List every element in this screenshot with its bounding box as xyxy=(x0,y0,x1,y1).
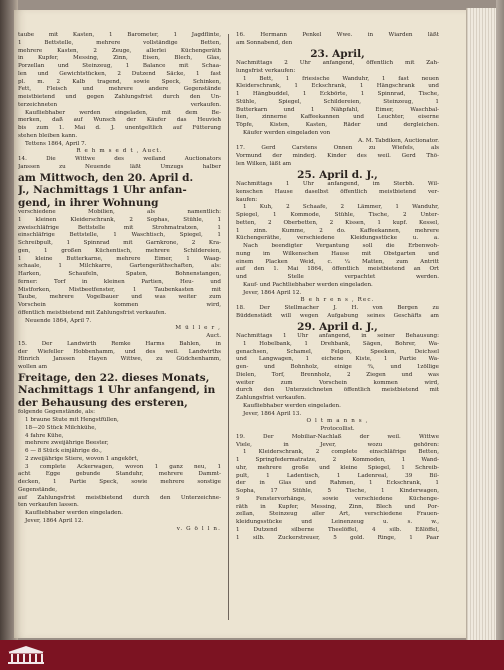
right-column-line: betten, 2 Oberbetten, 2 Kissen, 1 kupf. Kessel, xyxy=(236,219,439,226)
right-column-line: Nachmittags 1 Uhr anfangend, in seiner Behausung: xyxy=(236,333,439,339)
left-column-line: Fett, Fleisch und mehrere andere Gegenstände xyxy=(18,86,221,93)
right-column-line: 19. Der Mobiliar-Nachlaß der weil. Wittwe xyxy=(236,433,439,440)
right-column-line: nung im Wilkenschen Hause mit Obstgarten und xyxy=(236,250,439,257)
right-column-line: genachsen, Schamel, Felgen, Speeken, Deichsel xyxy=(236,348,439,355)
left-column-line: der Wiefeller Hobbenhamm, und des weil. Landwirths xyxy=(18,348,221,355)
right-column-line: gen- und Bohnholz, einige ¾, und 1zöllige xyxy=(236,364,439,370)
left-column-line: Kaufliebhaber werden eingeladen, mit dem Be- xyxy=(25,109,221,116)
right-column-line: Nach beendigter Vergantung soll die Erbenwoh- xyxy=(243,243,439,249)
right-column-line: Nachmittags 1 Uhr anfangend, im Sterbh. Wil- xyxy=(236,181,439,187)
right-column-line: 1 zinn. Kumme, 2 do. Kaffeekannen, mehrere xyxy=(236,227,439,234)
right-column-line: 17. Gerd Carstens Onnen zu Wiefels, als xyxy=(236,145,439,152)
right-column-line: 18. Der Stellmacher J. H. von Bergen zu xyxy=(236,305,439,311)
left-column-line: ten verkaufen lassen. xyxy=(18,502,79,509)
right-column-line: Küchengeräthe, verschiedene Kleidungsstücke u. a. xyxy=(236,235,439,242)
left-column-line: verschiedene Mobilien, als namentlich: xyxy=(18,209,221,215)
left-column-line: Jever, 1864 April 12. xyxy=(25,517,84,524)
left-column-line: v. G ö l l n. xyxy=(176,525,221,532)
left-column-line: 14. Die Wittwe des weiland Auctionators xyxy=(18,156,221,162)
left-column-line: Janssen zu Neuende läßt Umzugs halber xyxy=(18,163,221,170)
left-column-line: Schreibpult, 1 Spinnrad mit Garnkrone, 2 Kra- xyxy=(18,240,221,246)
right-column-line: B e h r e n s , Rec. xyxy=(300,297,375,304)
left-column-line: gen, 1 großen Küchentisch, mehrere Schildereien, xyxy=(18,247,221,254)
left-column-line: mehrere Kasten, 2 Zeuge, allerlei Küchengeräth xyxy=(18,47,221,54)
right-column-line: einem Placken Weid, c. ¼ Matten, zum Antritt xyxy=(236,258,439,265)
right-column-line: 1 Bett, 1 friesische Wanduhr, 1 fast neuen xyxy=(243,75,439,82)
left-column-line: Kaufliebhaber werden eingeladen. xyxy=(25,510,123,516)
right-column-line: Spiegel, 1 Kommode, Stühle, Tische, 2 Unter- xyxy=(236,212,439,218)
left-column-line: stehen bleiben kann. xyxy=(18,132,78,139)
left-column-line: Neuende 1864, April 7. xyxy=(25,317,92,324)
right-column-line: Butterkarn und 1 Nähpfahl, Eimer, Waschbal- xyxy=(236,106,439,113)
library-building-logo-icon xyxy=(6,645,46,665)
left-column-line: der Behausung des ersteren, xyxy=(18,396,188,409)
left-column xyxy=(18,32,221,624)
left-column-line: 3 complete Ackerwagen, wovon 1 ganz neu, 1 xyxy=(25,463,221,470)
left-column-line: 15. Der Landwirth Remke Harms Bahlen, in xyxy=(18,340,221,347)
right-column-line: Nachmittags 2 Uhr anfangend, öffentlich mit Zah- xyxy=(236,60,439,66)
left-column-line: Freitage, den 22. dieses Monats, xyxy=(18,371,210,384)
left-column-line: taube mit Kasten, 1 Barometer, 1 Jagdflinte, xyxy=(18,32,221,38)
left-column-line: einschläfrige Bettstelle, 1 Waschtisch, Spiegel, 1 xyxy=(18,232,221,239)
right-column-line: der in Glas und Rahmen, 1 Eckschrank, 1 xyxy=(236,480,439,487)
left-column-line: Gegenstände, xyxy=(18,486,57,493)
right-column-line: 1 Hängbuddel, 1 Eckbörte, 1 Spinnrad, Tische, xyxy=(236,91,439,97)
right-column-line: Büddenstädt will wegen Aufgabung seines Geschäfts am xyxy=(236,312,439,319)
right-column-line: 1 Kuh, 2 Schaafe, 2 Lämmer, 1 Wanduhr, xyxy=(243,204,439,211)
library-footer-strip xyxy=(0,640,504,670)
left-column-line: auf Zahlungsfrist meistbietend durch den Unterzeichne- xyxy=(18,494,221,501)
left-column-line: Hinrich Janssen Hayen Wittwe, zu Güdchenhamm, xyxy=(18,356,221,363)
right-column xyxy=(236,32,439,624)
right-column-line: 1 Hobelbank, 1 Drehbank, Sägen, Bohrer, Wa- xyxy=(243,340,439,347)
left-column-line: Tettens 1864, April 7. xyxy=(25,140,87,147)
left-column-line: M ü l l e r , xyxy=(175,325,221,332)
left-column-line: öffentlich meistbietend mit Zahlungsfrist verkaufen. xyxy=(18,309,167,316)
right-column-line: 1 silb. Zuckerstreuer, 5 gold. Ringe, 1 Paar xyxy=(236,534,439,541)
right-column-line: lungsfrist verkaufen: xyxy=(236,67,296,74)
right-column-line: Zahlungsfrist verkaufen. xyxy=(236,395,306,401)
left-column-line: bis zum 1. Mai d. J. unentgeltlich auf Fütterung xyxy=(18,125,221,131)
left-column-line: Mistforken, Mistbeetfenster, 1 Taubenkasten mit xyxy=(18,286,221,293)
right-column-line: uhr, mehrere große und kleine Spiegel, 1 Schreib- xyxy=(236,464,439,471)
left-column-line: Auct. xyxy=(206,333,221,339)
page-fore-edge xyxy=(466,8,497,640)
left-column-line: wollen am xyxy=(18,364,48,370)
left-column-line: 1 Bettstelle, mehrere vollständige Betten, xyxy=(18,39,221,46)
left-column-line: 4 fahre Kühe, xyxy=(25,432,64,439)
right-column-line: Kauf- und Pachtliebhaber werden eingeladen. xyxy=(243,281,373,288)
right-column-line: weiter zum Vorschein kommen wird, xyxy=(236,379,439,386)
right-column-line: auf den 1. Mai 1864, öffentlich meistbietend an Ort xyxy=(236,266,439,273)
right-column-line: kleidungsstücke und Leinenzeug u. s. w., xyxy=(236,519,439,525)
right-column-line: kenschen Hause daselbst öffentlich meistbietend ver- xyxy=(236,188,439,195)
left-column-line: folgende Gegenstände, als: xyxy=(18,409,96,416)
right-column-line: Jever, 1864 April 13. xyxy=(243,410,302,417)
left-column-line: terzeichneten verkaufen. xyxy=(18,101,221,108)
left-column-line: mehrere zweijährige Beester, xyxy=(25,440,109,447)
left-column-line: 2 zweijährige Stiere, wovon 1 angekört, xyxy=(25,455,139,462)
right-column-line: am Sonnabend, den xyxy=(236,39,293,46)
left-column-line: len und Gewichtstücken, 2 Dutzend Säcke, 1 fast xyxy=(18,70,221,77)
left-column-line: am Mittwoch, den 20. April d. xyxy=(18,171,194,184)
left-column-line: 6 — 8 Stück einjährige do., xyxy=(25,448,102,454)
column-divider xyxy=(228,34,229,620)
right-column-line: Stühle, Spiegel, Schildereien, Steinzeug, 1 xyxy=(236,98,439,105)
right-column-line: 1 Kleiderschrank, 2 complete einschläfrige Betten, xyxy=(243,449,439,456)
left-column-line: merken, daß auf Wunsch der Käufer das Heuvieh xyxy=(18,117,221,124)
right-column-line: kaufen: xyxy=(236,196,258,203)
left-column-line: acht Egge gebunde Standuhr, mehrere Dammt- xyxy=(18,471,221,478)
left-column-line: R e h m s e d t , Auct. xyxy=(76,148,163,155)
left-column-line: decken, 1 Partie Speck, sowie mehrere sonstige xyxy=(18,479,221,485)
right-column-line: 25. April d. J., xyxy=(297,168,378,181)
right-column-line: zellan, Steinzeug aller Art, verschiedene Frauen- xyxy=(236,511,439,518)
left-column-line: Vorschein kommen wird, xyxy=(18,302,221,308)
left-column-line: schaale, 1 Milchkarre, Gartengeräthschaften, als: xyxy=(18,263,221,270)
right-column-line: Viele, in Jever, wozu gehören: xyxy=(236,441,439,448)
left-column-line: gend, in ihrer Wohnung xyxy=(18,196,159,209)
right-column-line: 1 Dutzend silberne Theelöffel, 4 silb. Eßlöffel, xyxy=(236,526,439,533)
right-column-line: Töpfe, Kisten, Kasten, Räder und dergleichen. xyxy=(236,122,439,128)
right-column-line: len Wilken, läßt am xyxy=(236,160,292,167)
left-column-line: 1 kleinen Kleiderschrank, 2 Sophas, Stühle, 1 xyxy=(18,216,221,223)
book-edge-shade xyxy=(496,0,504,650)
left-column-line: Porzellan und Steinzeug, 1 Balance mit Schaa- xyxy=(18,63,221,69)
right-column-line: räth in Kupfer, Messing, Zinn, Blech und Por- xyxy=(236,503,439,510)
right-column-line: 23. April, xyxy=(310,47,365,60)
right-column-line: Protocollist. xyxy=(320,426,355,432)
left-column-line: Harken, Schaufeln, Spaten, Bohnenstangen, xyxy=(18,271,221,277)
left-column-line: 18—20 Stück Milchkühe, xyxy=(25,424,97,431)
right-column-line: 9 Fenstervorhänge, sowie verschiedene Küchenge- xyxy=(236,495,439,502)
right-column-line: Vormund der minderj. Kinder des weil. Gerd Thö- xyxy=(236,153,439,159)
left-column-line: Taube, mehrere Vogelbauer und was weiter zum xyxy=(18,294,221,301)
right-column-line: 1 Springfedermatratze, 2 Kommoden, 1 Wand- xyxy=(236,457,439,463)
left-column-line: Nachmittags 1 Uhr anfangend, in xyxy=(18,384,216,397)
right-column-line: und Stelle verpachtet werden. xyxy=(236,274,439,280)
right-column-line: Jever, 1864 April 12. xyxy=(243,289,302,296)
right-column-line: lien, zinnerne Kaffeekannen und Leuchter, eiserne xyxy=(236,114,439,121)
left-column-line: in Kupfer, Messing, Zinn, Eisen, Blech, Glas, xyxy=(18,55,221,62)
right-column-line: Kleiderschrank, 1 Eckschrank, 1 Hängschrank und xyxy=(236,83,439,90)
right-column-line: und Langwagen, 1 eichene Kiste, 1 Partie Wa- xyxy=(236,356,439,363)
right-column-line: Sopha, 17 Stühle, 5 Tische, 1 Kinderwagen, xyxy=(236,488,439,494)
right-column-line: O l t m a n n s , xyxy=(306,418,369,425)
right-column-line: Käufer werden eingeladen von xyxy=(243,129,331,136)
right-column-line: Kaufliebhaber werden eingeladen. xyxy=(243,402,341,409)
right-column-line: durch den Unterzeichneten öffentlich meistbietend mit xyxy=(236,387,439,394)
right-column-line: A. M. Tabdiken, Auctionator. xyxy=(358,137,439,144)
right-column-line: pult, 1 Ladentisch, 1 Ladenreal, 39 Bil- xyxy=(236,472,439,479)
right-column-line: 29. April d. J., xyxy=(297,320,378,333)
left-column-line: zweischläfrige Bettstelle mit Strohmatratzen, 1 xyxy=(18,224,221,231)
right-column-line: Dielen, Torf, Brennholz, 2 Ziegen und was xyxy=(236,371,439,378)
left-column-line: J., Nachmittags 1 Uhr anfan- xyxy=(18,184,187,196)
left-column-line: meistbietend und gegen Zahlungsfrist durch den Un- xyxy=(18,94,221,100)
left-column-line: pl. m. 2 Kalb tragend, sowie Speck, Schinken, xyxy=(18,78,221,85)
left-column-line: 1 kleine Butterkarne, mehrere Eimer, 1 Waag- xyxy=(18,255,221,262)
right-column-line: 16. Hermann Penkel Wwe. in Wiarden läßt xyxy=(236,32,439,38)
left-column-line: 1 braune Stute mit Hengstfüllen, xyxy=(25,417,119,423)
left-column-line: ferner: Torf in kleinen Partien, Heu- und xyxy=(18,278,221,285)
